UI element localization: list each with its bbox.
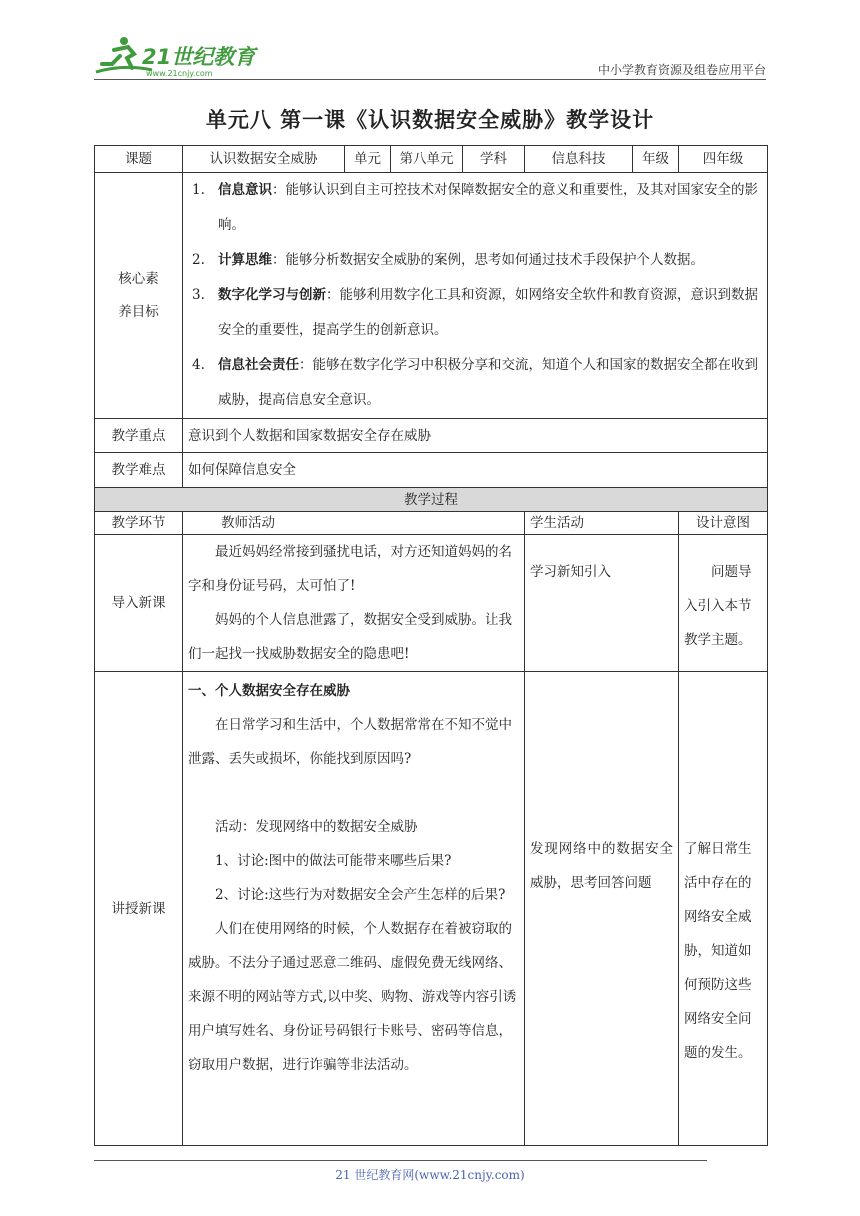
goal-item: 4. 信息社会责任：能够在数字化学习中积极分享和交流，知道个人和国家的数据安全都在收到威胁，提高信息安全意识。 — [192, 357, 758, 408]
page-title: 单元八 第一课《认识数据安全威胁》教学设计 — [205, 107, 655, 132]
page-header — [94, 34, 766, 78]
lesson-teacher: 一、个人数据安全存在威胁 在日常学习和生活中，个人数据常常在不知不觉中泄露、丢失或损坏，你能找到原因吗? 活动：发现网络中的数据安全威胁 1、讨论:图中的做法可能带来哪些后果? 2、讨论:这些行为对数据安全会产生怎样的后果? 人们在使用网络的时候，个人数据存在着被窃取的威胁。不法分子通过恶意二维码、虚假免费无线网络、来源不明的网站等方式,以中奖、购物、游戏等内容引诱用户填写姓名、身份证号码银行卡账号、密码等信息，窃取用户数据，进行诈骗等非法活动。 — [183, 672, 525, 1146]
intro-teacher: 最近妈妈经常接到骚扰电话，对方还知道妈妈的名字和身份证号码，太可怕了! 妈妈的个人信息泄露了，数据安全受到威胁。让我们一起找一找威胁数据安全的隐患吧! — [183, 535, 525, 672]
logo-text: 21世纪教育 — [142, 45, 256, 69]
logo-url: www.21cnjy.com — [146, 69, 213, 78]
process-title: 教学过程 — [95, 488, 768, 512]
page-footer: 21 世纪教育网(www.21cnjy.com) — [335, 1168, 525, 1182]
key-point-label: 教学重点 — [95, 419, 183, 453]
topic-label: 课题 — [95, 146, 183, 173]
difficulty-label: 教学难点 — [95, 453, 183, 488]
intro-student: 学习新知引入 — [525, 535, 679, 672]
lesson-intent: 了解日常生活中存在的网络安全威胁，知道如何预防这些网络安全问题的发生。 — [679, 672, 768, 1146]
grade-label: 年级 — [633, 146, 679, 173]
lesson-stage: 讲授新课 — [95, 672, 183, 1146]
goal-item: 2. 计算思维：能够分析数据安全威胁的案例，思考如何通过技术手段保护个人数据。 — [192, 252, 704, 268]
process-title-row — [95, 488, 768, 512]
goals-list — [183, 173, 768, 419]
difficulty-text: 如何保障信息安全 — [183, 453, 768, 488]
topic-value: 认识数据安全威胁 — [183, 146, 345, 173]
key-point-row — [95, 419, 768, 453]
unit-label: 单元 — [345, 146, 391, 173]
subject-label: 学科 — [463, 146, 525, 173]
logo — [94, 34, 264, 78]
intro-intent: 问题导入引入本节教学主题。 — [679, 535, 768, 672]
goals-label: 核心素 养目标 — [95, 173, 183, 419]
student-header: 学生活动 — [525, 512, 679, 535]
unit-value: 第八单元 — [391, 146, 463, 173]
difficulty-row — [95, 453, 768, 488]
goal-item: 3. 数字化学习与创新：能够利用数字化工具和资源，如网络安全软件和教育资源，意识到数据安全的重要性，提高学生的创新意识。 — [192, 287, 758, 338]
teacher-header: 教师活动 — [183, 512, 525, 535]
key-point-text: 意识到个人数据和国家数据安全存在威胁 — [183, 419, 768, 453]
process-header-row — [95, 512, 768, 535]
intro-row — [95, 535, 768, 672]
lesson-plan-table — [94, 145, 768, 1146]
header-divider — [94, 79, 766, 80]
platform-name: 中小学教育资源及组卷应用平台 — [597, 63, 766, 77]
stage-header: 教学环节 — [95, 512, 183, 535]
lesson-student: 发现网络中的数据安全威胁，思考回答问题 — [525, 672, 679, 1146]
subject-value: 信息科技 — [525, 146, 633, 173]
footer-divider — [94, 1160, 707, 1161]
intro-stage: 导入新课 — [95, 535, 183, 672]
intent-header: 设计意图 — [679, 512, 768, 535]
goals-row — [95, 173, 768, 419]
grade-value: 四年级 — [679, 146, 768, 173]
info-row — [95, 146, 768, 173]
lesson-row — [95, 672, 768, 1146]
goal-item: 1. 信息意识：能够认识到自主可控技术对保障数据安全的意义和重要性，及其对国家安全的影响。 — [192, 182, 758, 233]
